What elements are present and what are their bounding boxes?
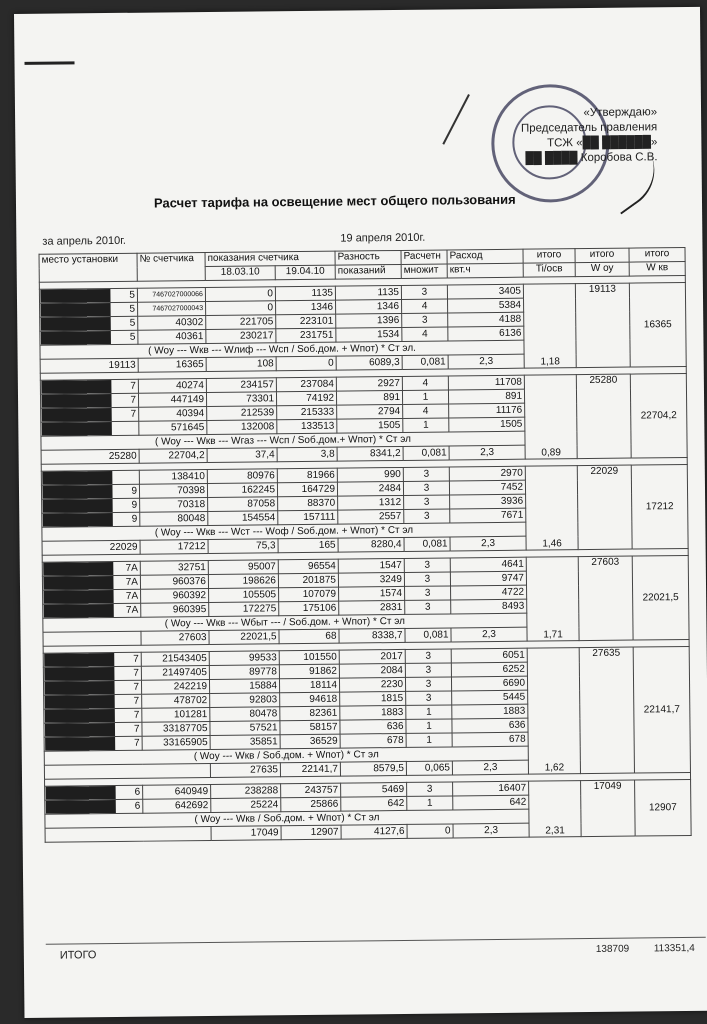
place-cell bbox=[42, 561, 140, 576]
period-label: за апрель 2010г. bbox=[42, 234, 127, 248]
place-cell bbox=[41, 407, 139, 422]
total-value: 22021,5 bbox=[209, 630, 279, 645]
value-cell: 2927 bbox=[336, 376, 402, 391]
header-readings: показания счетчика bbox=[205, 251, 335, 266]
header-date-2: 19.04.10 bbox=[275, 265, 335, 280]
place-cell bbox=[43, 666, 141, 681]
value-cell: 237084 bbox=[276, 377, 336, 392]
value-cell: 33165905 bbox=[142, 735, 210, 750]
tariff-table bbox=[39, 247, 692, 843]
value-cell: 101281 bbox=[142, 707, 210, 722]
footer-label: ИТОГО bbox=[59, 949, 97, 962]
place-cell bbox=[44, 708, 142, 723]
total-value: 2,3 bbox=[448, 354, 524, 369]
value-cell: 2794 bbox=[337, 404, 403, 419]
place-cell bbox=[40, 379, 138, 394]
place-cell bbox=[44, 722, 142, 737]
document-title: Расчет тарифа на освещение мест общего пользования bbox=[153, 191, 516, 211]
value-cell: 40302 bbox=[138, 316, 206, 331]
value-cell: 4641 bbox=[450, 557, 526, 572]
value-cell: 95007 bbox=[208, 560, 278, 575]
value-cell: 11708 bbox=[448, 375, 524, 390]
group-ti: 1,18 bbox=[523, 284, 576, 369]
value-cell: 3249 bbox=[338, 572, 404, 587]
total-value: 2,3 bbox=[452, 760, 528, 775]
value-cell: 3 bbox=[404, 509, 450, 523]
total-value: 68 bbox=[279, 629, 339, 644]
header-place: место установки bbox=[39, 253, 137, 282]
value-cell: 58157 bbox=[280, 720, 340, 735]
group-wkv: 16365 bbox=[629, 282, 686, 367]
document-sheet bbox=[14, 7, 707, 1018]
value-cell: 478702 bbox=[142, 693, 210, 708]
place-cell bbox=[41, 484, 139, 499]
formula-text: ( Woy --- Wкв --- Wгаз --- Wсп / Sоб.дом.+ Wпот) * Ст эл bbox=[41, 431, 525, 450]
place-number: 6 bbox=[134, 800, 141, 812]
footer-woy: 138709 bbox=[595, 943, 630, 955]
value-cell: 18114 bbox=[279, 678, 339, 693]
total-value: 27603 bbox=[141, 630, 209, 645]
value-cell: 1505 bbox=[337, 418, 403, 433]
value-cell: 3 bbox=[404, 495, 450, 509]
place-cell bbox=[43, 652, 141, 667]
header-mult-1: Расчетн bbox=[401, 250, 447, 264]
formula-text: ( Woy --- Wкв --- Wбыт --- / Sоб.дом. + Wпот) * Ст эл bbox=[43, 613, 527, 632]
value-cell: 231751 bbox=[276, 328, 336, 343]
total-value: 6089,3 bbox=[336, 355, 402, 370]
place-cell bbox=[40, 316, 138, 331]
place-number: 5 bbox=[129, 317, 136, 329]
group-ti: 2,31 bbox=[529, 781, 582, 838]
value-cell: 6136 bbox=[448, 326, 524, 341]
value-cell: 80976 bbox=[207, 469, 277, 484]
value-cell: 3 bbox=[404, 572, 450, 586]
value-cell: 96554 bbox=[278, 559, 338, 574]
value-cell: 15884 bbox=[209, 679, 279, 694]
value-cell: 11176 bbox=[449, 403, 525, 418]
value-cell: 212539 bbox=[207, 406, 277, 421]
place-cell bbox=[45, 785, 143, 800]
value-cell: 7467027000066 bbox=[137, 288, 205, 303]
value-cell: 3 bbox=[403, 481, 449, 495]
value-cell: 3 bbox=[405, 649, 451, 663]
header-wkv-2: W кв bbox=[629, 261, 685, 276]
group-wkv: 22141,7 bbox=[633, 646, 690, 773]
value-cell: 88370 bbox=[278, 496, 338, 511]
total-value: 22141,7 bbox=[280, 762, 340, 777]
value-cell: 87058 bbox=[208, 497, 278, 512]
value-cell: 636 bbox=[340, 719, 406, 734]
value-cell: 162245 bbox=[207, 483, 277, 498]
place-number: 5 bbox=[129, 289, 136, 301]
total-value: 0,065 bbox=[406, 761, 452, 775]
value-cell: 990 bbox=[337, 467, 403, 482]
total-value: 17049 bbox=[211, 826, 281, 841]
value-cell: 1883 bbox=[452, 704, 528, 719]
pen-stroke bbox=[442, 94, 470, 145]
total-value: 0,081 bbox=[402, 355, 448, 369]
formula-text: ( Woy --- Wкв --- Wлиф --- Wсп / Sоб.дом. + Wпот) * Ст эл. bbox=[40, 340, 524, 359]
value-cell: 1135 bbox=[275, 286, 335, 301]
approval-line-1: «Утверждаю» bbox=[583, 106, 658, 120]
place-number: 7 bbox=[133, 681, 140, 693]
value-cell: 73301 bbox=[206, 392, 276, 407]
formula-text: ( Woy --- Wкв / Sоб.дом. + Wпот) * Ст эл bbox=[45, 809, 529, 828]
total-value: 8341,2 bbox=[337, 446, 403, 461]
header-wkv-1: итого bbox=[629, 247, 685, 262]
value-cell: 0 bbox=[205, 287, 275, 302]
value-cell: 25224 bbox=[211, 798, 281, 813]
place-number: 7А bbox=[125, 562, 138, 574]
total-value: 0 bbox=[407, 824, 453, 838]
value-cell: 2017 bbox=[339, 649, 405, 664]
value-cell: 1 bbox=[406, 705, 452, 719]
value-cell: 74192 bbox=[276, 391, 336, 406]
value-cell: 1 bbox=[402, 390, 448, 404]
value-cell: 642 bbox=[453, 795, 529, 810]
place-cell bbox=[40, 302, 138, 317]
value-cell: 1883 bbox=[340, 705, 406, 720]
header-diff-2: показаний bbox=[335, 264, 401, 279]
total-value: 37,4 bbox=[207, 448, 277, 463]
value-cell: 4 bbox=[402, 376, 448, 390]
group-ti: 1,71 bbox=[526, 557, 579, 642]
value-cell: 25866 bbox=[281, 797, 341, 812]
header-ti-1: итого bbox=[523, 249, 575, 264]
value-cell: 132008 bbox=[207, 420, 277, 435]
value-cell: 960376 bbox=[140, 574, 208, 589]
group-woy: 25280 bbox=[576, 374, 631, 459]
value-cell: 40361 bbox=[138, 330, 206, 345]
header-woy-2: W оу bbox=[575, 262, 629, 277]
value-cell: 4 bbox=[403, 404, 449, 418]
group-ti: 1,46 bbox=[525, 466, 578, 551]
value-cell: 2557 bbox=[338, 509, 404, 524]
value-cell: 5445 bbox=[452, 690, 528, 705]
value-cell: 92803 bbox=[210, 693, 280, 708]
value-cell: 81966 bbox=[277, 468, 337, 483]
value-cell: 230217 bbox=[206, 329, 276, 344]
value-cell: 107079 bbox=[279, 587, 339, 602]
header-meter: № счетчика bbox=[137, 253, 205, 282]
value-cell: 16407 bbox=[453, 781, 529, 796]
value-cell: 1505 bbox=[449, 417, 525, 432]
value-cell: 198626 bbox=[208, 574, 278, 589]
top-dash-mark bbox=[25, 61, 75, 65]
value-cell: 636 bbox=[452, 718, 528, 733]
place-cell bbox=[40, 393, 138, 408]
place-cell bbox=[44, 694, 142, 709]
value-cell: 960392 bbox=[141, 588, 209, 603]
approval-line-2: Председатель правления bbox=[520, 121, 658, 135]
place-number: 9 bbox=[131, 513, 138, 525]
blank-cell bbox=[45, 826, 211, 842]
value-cell: 3 bbox=[407, 782, 453, 796]
value-cell: 1135 bbox=[335, 285, 401, 300]
place-number: 7А bbox=[125, 576, 139, 588]
group-ti: 0,89 bbox=[524, 375, 577, 460]
header-date-1: 18.03.10 bbox=[205, 266, 275, 281]
header-ti-2: Ti/осв bbox=[523, 263, 575, 278]
place-number: 5 bbox=[129, 303, 136, 315]
value-cell: 2831 bbox=[339, 600, 405, 615]
value-cell: 6252 bbox=[451, 662, 527, 677]
value-cell: 3936 bbox=[450, 494, 526, 509]
total-value: 2,3 bbox=[451, 627, 527, 642]
value-cell: 3405 bbox=[447, 284, 523, 299]
value-cell: 40274 bbox=[138, 379, 206, 394]
value-cell: 4722 bbox=[451, 585, 527, 600]
value-cell: 221705 bbox=[206, 315, 276, 330]
value-cell: 70318 bbox=[140, 497, 208, 512]
value-cell: 960395 bbox=[141, 602, 209, 617]
value-cell: 1815 bbox=[340, 691, 406, 706]
total-value: 165 bbox=[278, 538, 338, 553]
value-cell: 3 bbox=[406, 691, 452, 705]
value-cell: 6690 bbox=[451, 676, 527, 691]
value-cell: 891 bbox=[448, 389, 524, 404]
header-use-1: Расход bbox=[447, 249, 523, 264]
group-wkv: 22704,2 bbox=[630, 373, 687, 458]
value-cell: 242219 bbox=[141, 679, 209, 694]
value-cell: 642 bbox=[341, 796, 407, 811]
place-number: 7 bbox=[130, 394, 137, 406]
value-cell: 80048 bbox=[140, 511, 208, 526]
value-cell: 6051 bbox=[451, 648, 527, 663]
place-cell bbox=[42, 575, 140, 590]
value-cell: 3 bbox=[403, 467, 449, 481]
place-number: 7 bbox=[133, 709, 140, 721]
group-woy: 27603 bbox=[578, 556, 633, 641]
value-cell: 5469 bbox=[341, 782, 407, 797]
value-cell: 678 bbox=[340, 733, 406, 748]
value-cell: 57521 bbox=[210, 721, 280, 736]
place-number: 7 bbox=[134, 737, 140, 749]
value-cell: 1574 bbox=[339, 586, 405, 601]
place-number: 7 bbox=[133, 667, 139, 679]
total-value: 22704,2 bbox=[139, 449, 207, 464]
place-number: 7 bbox=[130, 408, 137, 420]
value-cell: 1396 bbox=[336, 313, 402, 328]
header-mult-2: множит bbox=[401, 264, 447, 278]
group-woy: 27635 bbox=[579, 647, 634, 774]
group-ti: 1,62 bbox=[527, 648, 580, 775]
place-cell bbox=[43, 603, 141, 618]
value-cell: 3 bbox=[405, 586, 451, 600]
group-wkv: 17212 bbox=[631, 464, 688, 549]
header-diff-1: Разность bbox=[335, 250, 401, 265]
place-cell bbox=[43, 589, 141, 604]
formula-text: ( Woy --- Wкв --- Wст --- Wоф / Sоб.дом. + Wпот) * Ст эл bbox=[42, 522, 526, 541]
place-cell bbox=[39, 288, 137, 303]
value-cell: 7671 bbox=[450, 508, 526, 523]
total-value: 27635 bbox=[210, 763, 280, 778]
value-cell: 243757 bbox=[281, 783, 341, 798]
place-number: 5 bbox=[129, 331, 136, 343]
place-number: 7А bbox=[125, 590, 139, 602]
value-cell: 238288 bbox=[211, 784, 281, 799]
value-cell: 678 bbox=[452, 732, 528, 747]
place-number bbox=[134, 423, 136, 434]
blank-cell bbox=[43, 631, 141, 646]
value-cell: 642692 bbox=[143, 798, 211, 813]
place-cell bbox=[41, 421, 139, 436]
value-cell: 234157 bbox=[206, 378, 276, 393]
total-value: 2,3 bbox=[453, 823, 529, 838]
place-cell bbox=[44, 736, 142, 751]
total-value: 75,3 bbox=[208, 539, 278, 554]
total-value: 3,8 bbox=[277, 447, 337, 462]
total-value: 0,081 bbox=[405, 628, 451, 642]
place-number: 9 bbox=[131, 485, 138, 497]
value-cell: 3 bbox=[405, 663, 451, 677]
value-cell: 8493 bbox=[451, 599, 527, 614]
value-cell: 3 bbox=[404, 558, 450, 572]
value-cell: 2970 bbox=[449, 466, 525, 481]
value-cell: 1 bbox=[406, 719, 452, 733]
value-cell: 215333 bbox=[277, 405, 337, 420]
header-use-2: квт.ч bbox=[447, 263, 523, 278]
place-cell bbox=[41, 470, 139, 485]
total-value: 2,3 bbox=[450, 536, 526, 551]
total-value: 4127,6 bbox=[341, 824, 407, 839]
value-cell: 94618 bbox=[280, 692, 340, 707]
footer-wkv: 113351,4 bbox=[653, 942, 695, 955]
value-cell: 1312 bbox=[338, 495, 404, 510]
group-wkv: 22021,5 bbox=[632, 555, 689, 640]
value-cell: 1547 bbox=[338, 558, 404, 573]
value-cell: 2084 bbox=[339, 663, 405, 678]
value-cell: 5384 bbox=[448, 298, 524, 313]
value-cell: 21497405 bbox=[141, 665, 209, 680]
value-cell: 4188 bbox=[448, 312, 524, 327]
value-cell: 99533 bbox=[209, 651, 279, 666]
value-cell: 9747 bbox=[450, 571, 526, 586]
value-cell: 571645 bbox=[139, 421, 207, 436]
value-cell: 1534 bbox=[336, 327, 402, 342]
value-cell: 0 bbox=[206, 301, 276, 316]
value-cell: 3 bbox=[405, 677, 451, 691]
place-number: 7 bbox=[130, 380, 136, 392]
value-cell: 447149 bbox=[138, 393, 206, 408]
value-cell: 154554 bbox=[208, 511, 278, 526]
value-cell: 3 bbox=[401, 285, 447, 299]
value-cell: 1 bbox=[407, 796, 453, 810]
group-woy: 19113 bbox=[575, 283, 630, 368]
value-cell: 35851 bbox=[210, 735, 280, 750]
value-cell: 7467027000043 bbox=[138, 302, 206, 317]
value-cell: 40394 bbox=[139, 407, 207, 422]
group-wkv: 12907 bbox=[635, 779, 692, 836]
place-cell bbox=[42, 498, 140, 513]
place-number: 7А bbox=[125, 604, 139, 616]
value-cell: 33187705 bbox=[142, 721, 210, 736]
value-cell: 4 bbox=[402, 327, 448, 341]
group-woy: 17049 bbox=[581, 780, 636, 837]
value-cell: 891 bbox=[336, 390, 402, 405]
total-value: 108 bbox=[206, 357, 276, 372]
place-cell bbox=[40, 330, 138, 345]
value-cell: 70398 bbox=[139, 484, 207, 499]
value-cell: 21543405 bbox=[141, 651, 209, 666]
approval-block bbox=[467, 105, 658, 167]
total-value: 22029 bbox=[42, 540, 140, 555]
total-value: 16365 bbox=[138, 358, 206, 373]
value-cell: 175106 bbox=[279, 601, 339, 616]
group-woy: 22029 bbox=[577, 465, 632, 550]
value-cell: 2484 bbox=[337, 481, 403, 496]
place-number: 7 bbox=[133, 695, 140, 707]
value-cell: 1346 bbox=[336, 299, 402, 314]
value-cell: 640949 bbox=[143, 784, 211, 799]
value-cell: 157111 bbox=[278, 510, 338, 525]
value-cell: 2230 bbox=[339, 677, 405, 692]
value-cell: 32751 bbox=[140, 560, 208, 575]
value-cell: 91862 bbox=[279, 664, 339, 679]
header-woy-1: итого bbox=[575, 248, 629, 263]
value-cell: 223101 bbox=[276, 314, 336, 329]
total-value: 0,081 bbox=[403, 446, 449, 460]
total-value: 25280 bbox=[41, 449, 139, 464]
value-cell: 133513 bbox=[277, 419, 337, 434]
total-value: 8579,5 bbox=[340, 761, 406, 776]
total-value: 2,3 bbox=[449, 445, 525, 460]
value-cell: 80478 bbox=[210, 707, 280, 722]
place-cell bbox=[42, 512, 140, 527]
place-number: 7 bbox=[133, 723, 140, 735]
place-cell bbox=[45, 799, 143, 814]
approval-line-4: ██ ████ Коробова С.В. bbox=[525, 151, 658, 165]
place-number: 9 bbox=[131, 499, 138, 511]
value-cell: 82361 bbox=[280, 706, 340, 721]
total-value: 17212 bbox=[140, 539, 208, 554]
place-cell bbox=[43, 680, 141, 695]
date-label: 19 апреля 2010г. bbox=[340, 231, 426, 245]
value-cell: 3 bbox=[402, 313, 448, 327]
value-cell: 3 bbox=[405, 600, 451, 614]
place-number: 7 bbox=[133, 653, 139, 665]
total-value: 19113 bbox=[40, 358, 138, 373]
value-cell: 138410 bbox=[139, 470, 207, 485]
value-cell: 36529 bbox=[280, 734, 340, 749]
place-number bbox=[135, 472, 137, 483]
value-cell: 105505 bbox=[209, 588, 279, 603]
total-value: 8338,7 bbox=[339, 628, 405, 643]
value-cell: 201875 bbox=[278, 573, 338, 588]
value-cell: 164729 bbox=[277, 482, 337, 497]
value-cell: 4 bbox=[402, 299, 448, 313]
approval-line-3: ТСЖ «██ ██████» bbox=[547, 136, 658, 150]
value-cell: 101550 bbox=[279, 650, 339, 665]
value-cell: 89778 bbox=[209, 665, 279, 680]
total-value: 0 bbox=[276, 356, 336, 371]
place-number: 6 bbox=[134, 786, 141, 798]
total-value: 12907 bbox=[281, 825, 341, 840]
value-cell: 1 bbox=[406, 733, 452, 747]
value-cell: 172275 bbox=[209, 602, 279, 617]
value-cell: 1346 bbox=[276, 300, 336, 315]
value-cell: 7452 bbox=[449, 480, 525, 495]
formula-text: ( Woy --- Wкв / Sоб.дом. + Wпот) * Ст эл bbox=[44, 746, 528, 765]
value-cell: 1 bbox=[403, 418, 449, 432]
total-value: 0,081 bbox=[404, 537, 450, 551]
total-value: 8280,4 bbox=[338, 537, 404, 552]
